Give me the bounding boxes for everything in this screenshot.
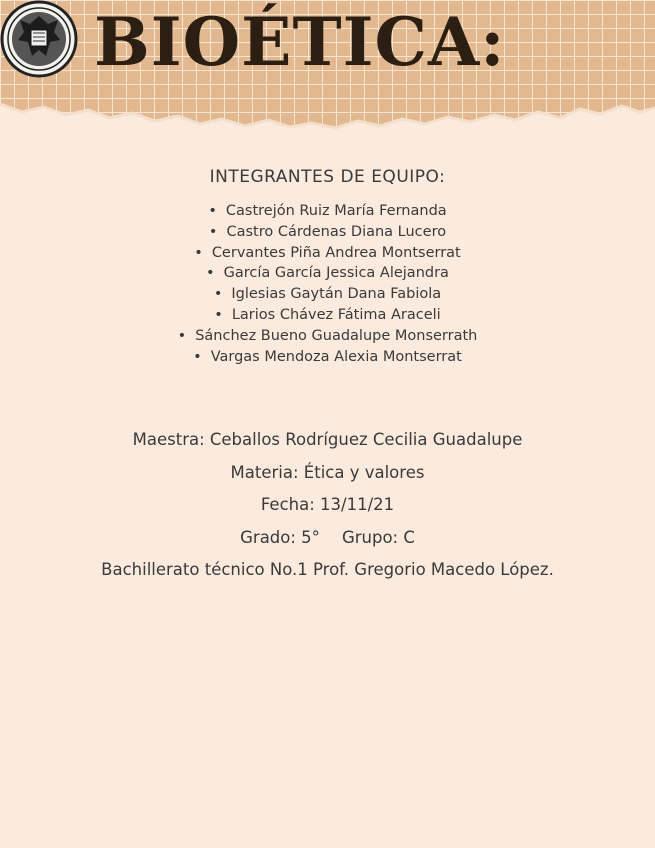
grade-group-line — [0, 524, 655, 557]
course-info — [0, 426, 655, 589]
list-item: • Sánchez Bueno Guadalupe Monserrath — [0, 326, 655, 347]
list-item: • Cervantes Piña Andrea Montserrat — [0, 243, 655, 264]
team-heading: INTEGRANTES DE EQUIPO: — [209, 167, 446, 187]
subject-line: Materia: Ética y valores — [230, 462, 425, 482]
list-item: • Castro Cárdenas Diana Lucero — [0, 222, 655, 243]
page-title: BIOÉTICA: — [94, 3, 506, 81]
list-item: • García García Jessica Alejandra — [0, 263, 655, 284]
grade-text: Grado: 5° — [240, 527, 320, 547]
list-item: • Iglesias Gaytán Dana Fabiola — [0, 284, 655, 305]
team-member-list — [0, 201, 655, 367]
date-line: Fecha: 13/11/21 — [260, 495, 395, 514]
list-item: • Vargas Mendoza Alexia Montserrat — [0, 347, 655, 368]
header-banner — [0, 0, 655, 140]
school-line: Bachillerato técnico No.1 Prof. Gregorio Macedo López. — [101, 560, 554, 579]
list-item: • Larios Chávez Fátima Araceli — [0, 305, 655, 326]
list-item: • Castrejón Ruiz María Fernanda — [0, 201, 655, 222]
university-seal-icon — [0, 0, 78, 78]
teacher-line: Maestra: Ceballos Rodríguez Cecilia Guadalupe — [132, 430, 523, 449]
group-text: Grupo: C — [341, 527, 415, 547]
